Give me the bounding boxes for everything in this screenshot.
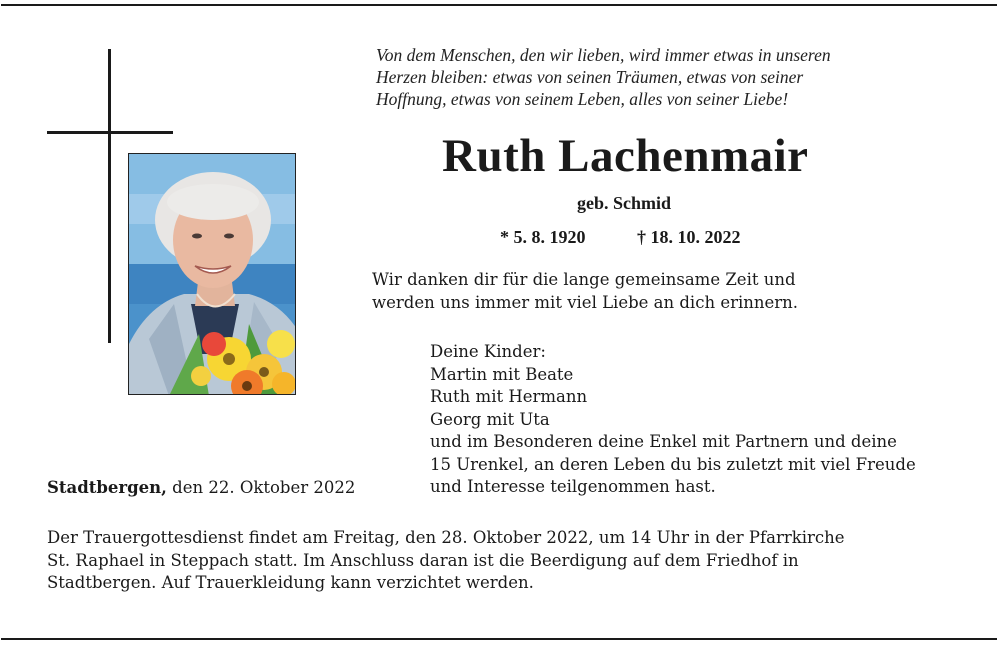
death-date: † 18. 10. 2022	[637, 227, 741, 247]
quote-line: Von dem Menschen, den wir lieben, wird immer etwas in unseren	[376, 45, 831, 65]
cross-icon-vertical	[108, 49, 111, 343]
deceased-name: Ruth Lachenmair	[442, 130, 809, 182]
family-line: 15 Urenkel, an deren Leben du bis zuletzt mit viel Freude	[430, 454, 916, 474]
maiden-name: geb. Schmid	[577, 193, 672, 213]
family-line: Ruth mit Hermann	[430, 387, 588, 406]
quote-line: Hoffnung, etwas von seinem Leben, alles von seiner Liebe!	[376, 89, 789, 109]
notice-date: den 22. Oktober 2022	[172, 478, 356, 497]
portrait-illustration	[129, 154, 296, 395]
service-line: St. Raphael in Steppach statt. Im Anschluss daran ist die Beerdigung auf dem Friedhof in	[47, 550, 799, 570]
thanks-line: Wir danken dir für die lange gemeinsame Zeit und	[372, 270, 796, 289]
family-line: Martin mit Beate	[430, 364, 574, 384]
thanks-text	[372, 269, 798, 314]
family-line: und im Besonderen deine Enkel mit Partnern und deine	[430, 432, 897, 451]
place-name: Stadtbergen,	[47, 478, 167, 497]
portrait-photo	[128, 153, 296, 395]
family-list	[430, 341, 916, 499]
birth-date: * 5. 8. 1920	[500, 227, 586, 247]
family-line: Georg mit Uta	[430, 409, 550, 429]
thanks-line: werden uns immer mit viel Liebe an dich erinnern.	[372, 292, 799, 312]
cross-icon-horizontal	[47, 131, 173, 134]
family-line: und Interesse teilgenommen hast.	[430, 477, 716, 496]
service-line: Der Trauergottesdienst findet am Freitag, den 28. Oktober 2022, um 14 Uhr in der Pfarrkirche	[47, 528, 845, 547]
quote-line: Herzen bleiben: etwas von seinen Träumen, etwas von seiner	[376, 67, 804, 87]
family-line: Deine Kinder:	[430, 342, 546, 361]
service-line: Stadtbergen. Auf Trauerkleidung kann verzichtet werden.	[47, 573, 534, 592]
memorial-quote	[376, 44, 936, 110]
funeral-service-info	[47, 527, 845, 595]
place-date	[47, 477, 355, 500]
